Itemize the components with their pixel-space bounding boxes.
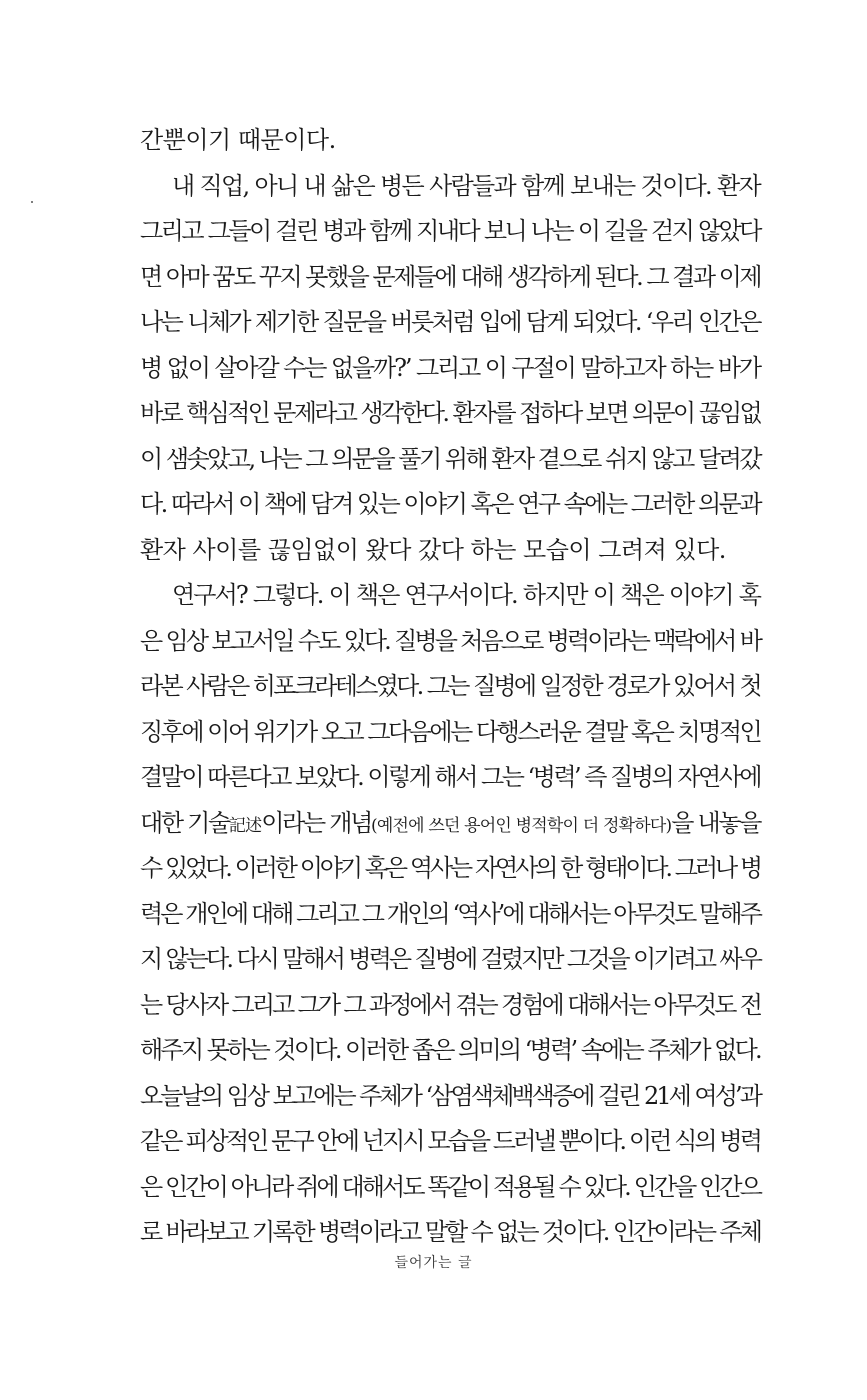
text-line: 징후에 이어 위기가 오고 그다음에는 다행스러운 결말 혹은 치명적인	[140, 717, 761, 746]
text-line: 연구서? 그렇다. 이 책은 연구서이다. 하지만 이 책은 이야기 혹	[172, 581, 760, 609]
line-part: 이라는 개념	[261, 808, 372, 837]
text-line: 오늘날의 임상 보고에는 주체가 ‘삼염색체백색증에 걸린 21세 여성’과	[140, 1081, 760, 1110]
scan-speck	[31, 201, 33, 203]
line-part: 을 내놓을	[671, 808, 761, 837]
text-line: 간뿐이기 때문이다.	[140, 126, 336, 154]
text-line: 은 인간이 아니라 쥐에 대해서도 똑같이 적용될 수 있다. 인간을 인간으	[140, 1172, 760, 1201]
text-line: 그리고 그들이 걸린 병과 함께 지내다 보니 나는 이 길을 걷지 않았다	[140, 217, 760, 245]
text-line: 해주지 못하는 것이다. 이러한 좁은 의미의 ‘병력’ 속에는 주체가 없다.	[140, 1036, 760, 1064]
text-line: 로 바라보고 기록한 병력이라고 말할 수 없는 것이다. 인간이라는 주체	[140, 1218, 760, 1246]
text-line: 바로 핵심적인 문제라고 생각한다. 환자를 접하다 보면 의문이 끊임없	[140, 399, 760, 427]
text-line: 환자 사이를 끊임없이 왔다 갔다 하는 모습이 그려져 있다.	[140, 535, 726, 564]
text-line: 지 않는다. 다시 말해서 병력은 질병에 걸렸지만 그것을 이기려고 싸우	[140, 945, 760, 973]
text-line: 라본 사람은 히포크라테스였다. 그는 질병에 일정한 경로가 있어서 첫	[140, 672, 760, 700]
text-line: 면 아마 꿈도 꾸지 못했을 문제들에 대해 생각하게 된다. 그 결과 이제	[140, 262, 761, 291]
body-text	[140, 118, 760, 1256]
text-line-with-annotation	[140, 801, 760, 847]
text-line: 수 있었다. 이러한 이야기 혹은 역사는 자연사의 한 형태이다. 그러나 병	[140, 854, 760, 882]
text-line: 는 당사자 그리고 그가 그 과정에서 겪는 경험에 대해서는 아무것도 전	[140, 990, 760, 1019]
running-footer: 들어가는 글	[394, 1255, 473, 1271]
text-line: 력은 개인에 대해 그리고 그 개인의 ‘역사’에 대해서는 아무것도 말해주	[140, 899, 760, 928]
text-line: 같은 피상적인 문구 안에 넌지시 모습을 드러낼 뿐이다. 이런 식의 병력	[140, 1127, 760, 1155]
text-line: 결말이 따른다고 보았다. 이렇게 해서 그는 ‘병력’ 즉 질병의 자연사에	[140, 763, 761, 791]
text-line: 이 샘솟았고, 나는 그 의문을 풀기 위해 환자 곁으로 쉬지 않고 달려갔	[140, 444, 761, 473]
line-part: 대한 기술	[140, 808, 229, 837]
parenthetical-note: (예전에 쓰던 용어인 병적학이 더 정확하다)	[371, 815, 672, 836]
hanja-annotation: 記述	[228, 815, 262, 836]
text-line: 은 임상 보고서일 수도 있다. 질병을 처음으로 병력이라는 맥락에서 바	[140, 626, 760, 655]
text-line: 나는 니체가 제기한 질문을 버릇처럼 입에 담게 되었다. ‘우리 인간은	[140, 308, 760, 336]
text-line: 병 없이 살아갈 수는 없을까?’ 그리고 이 구절이 말하고자 하는 바가	[140, 353, 760, 382]
text-line: 다. 따라서 이 책에 담겨 있는 이야기 혹은 연구 속에는 그러한 의문과	[140, 490, 761, 518]
text-line: 내 직업, 아니 내 삶은 병든 사람들과 함께 보내는 것이다. 환자	[172, 171, 760, 200]
